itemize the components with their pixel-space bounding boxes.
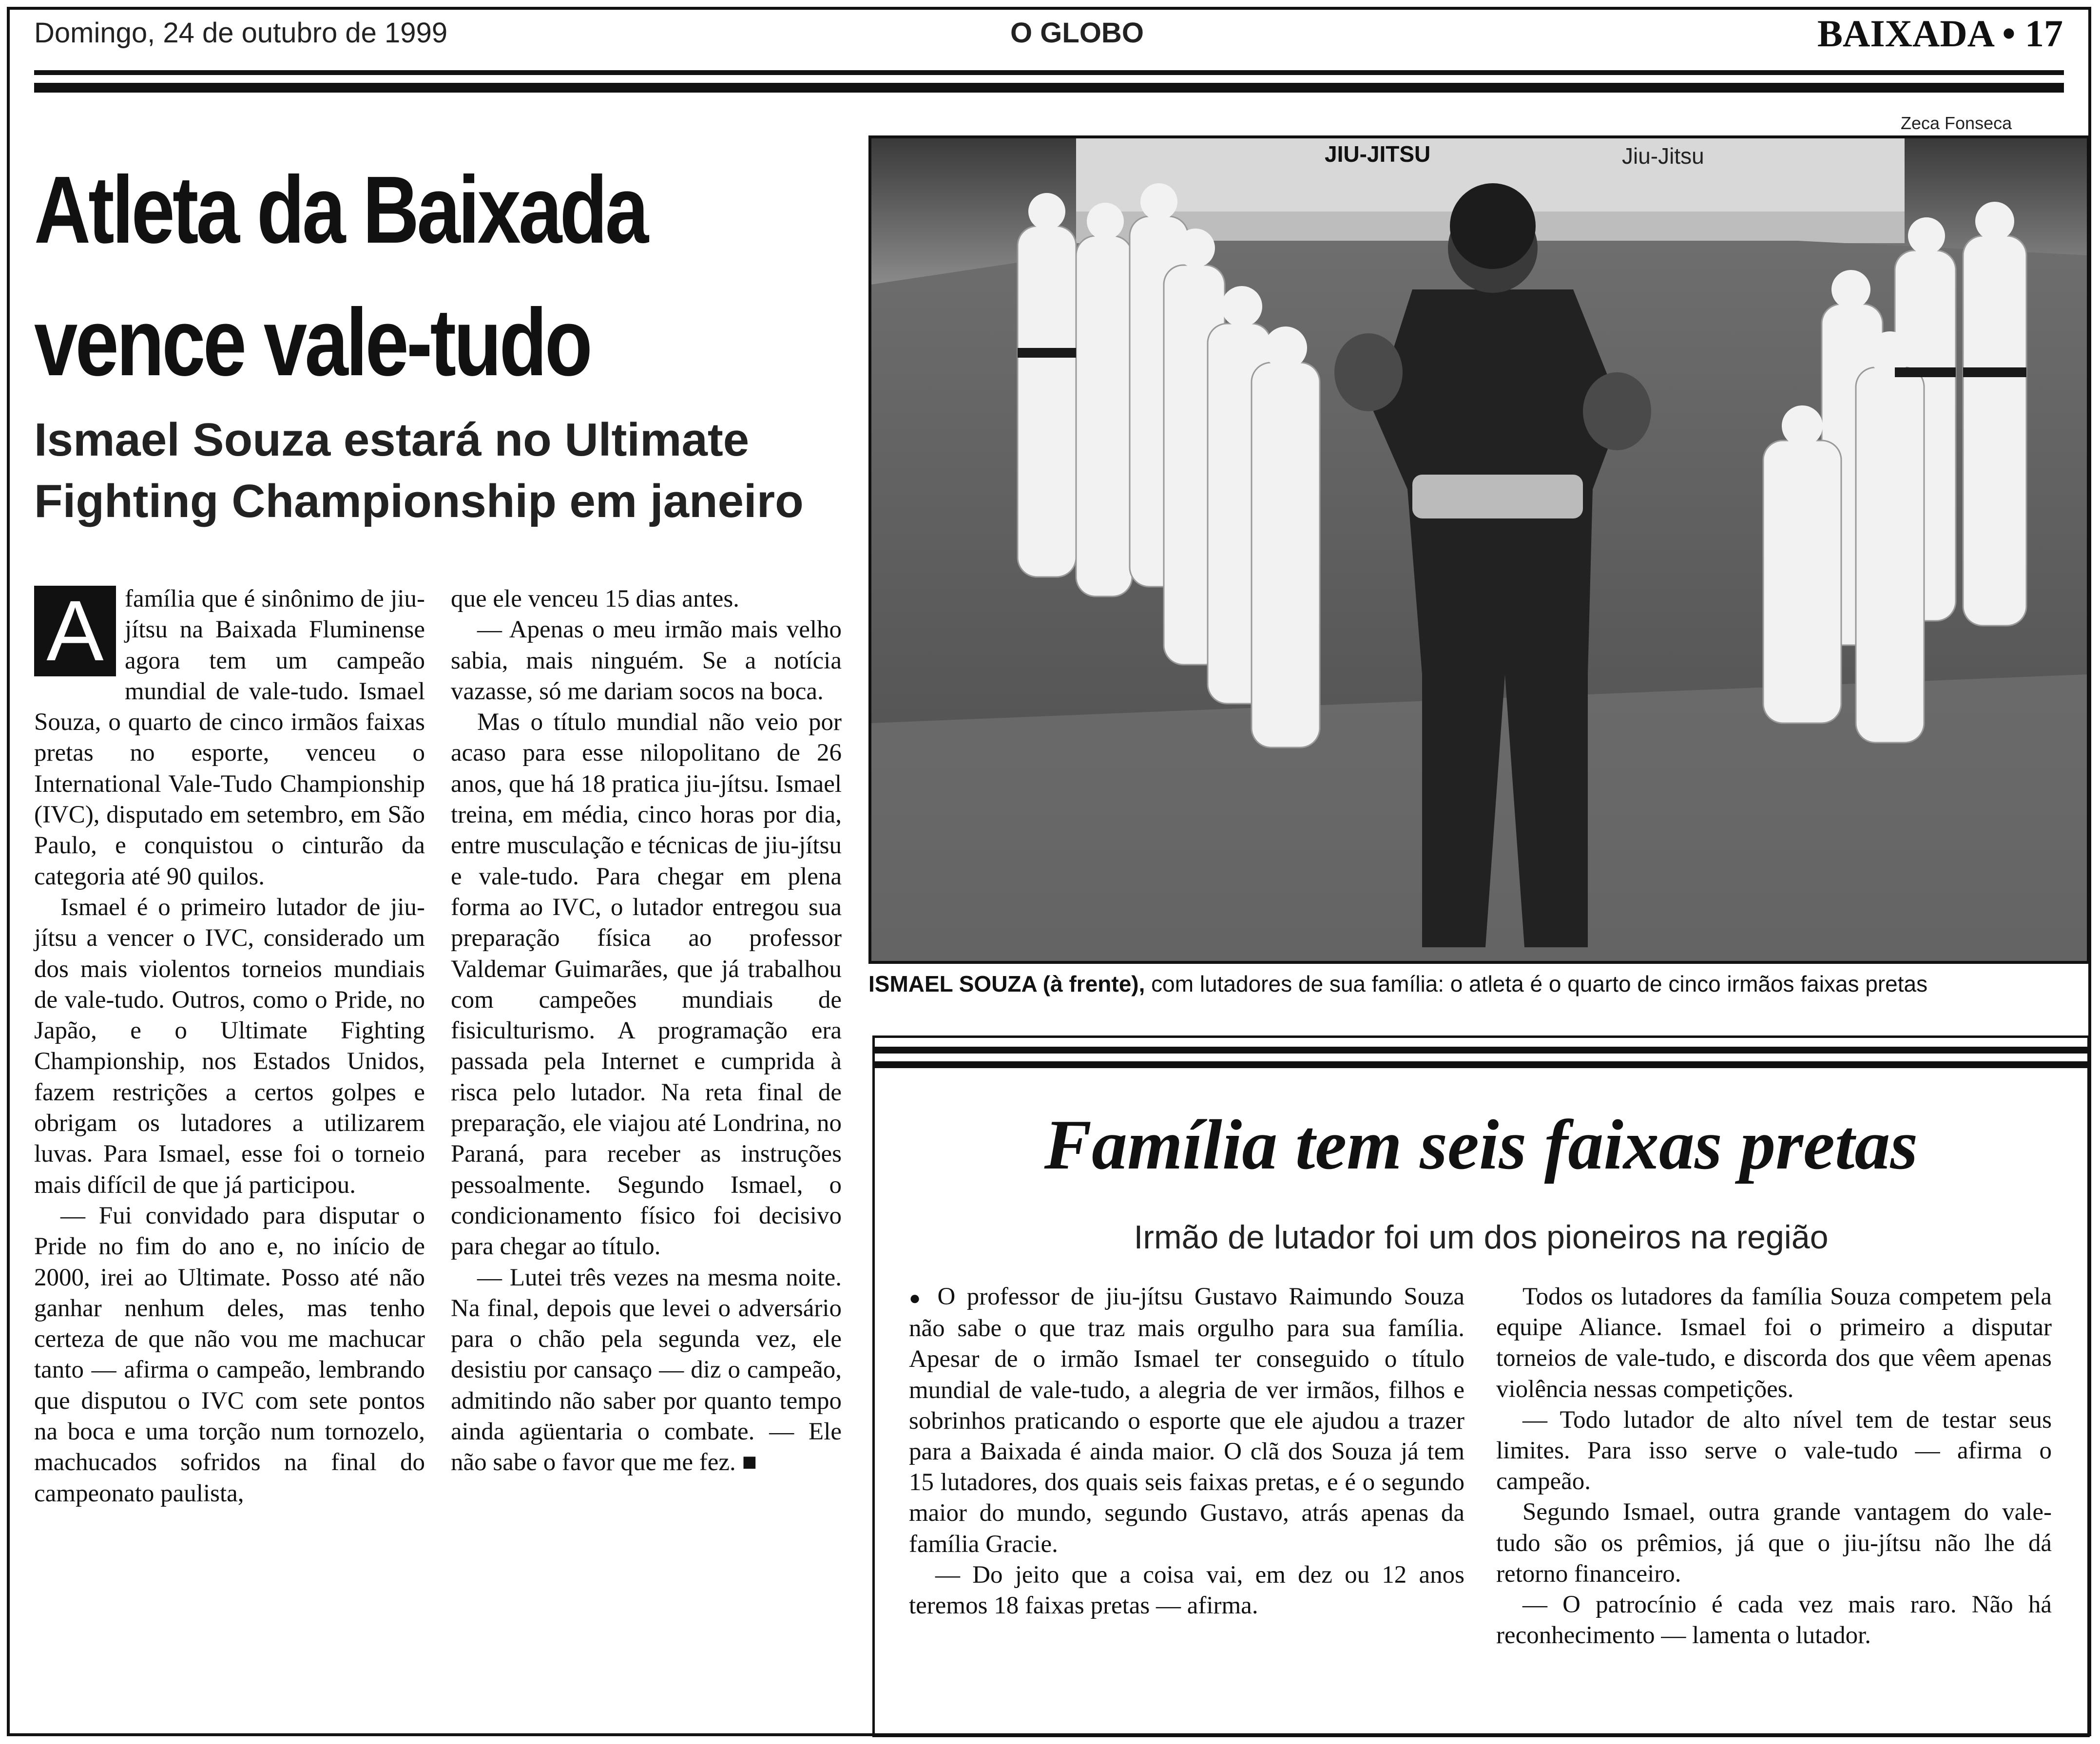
- sidebar-box: [872, 1035, 2090, 1737]
- article-photo: [868, 135, 2090, 964]
- article-column-2: [451, 584, 842, 1478]
- sidebar-subtitle: Irmão de lutador foi um dos pioneiros na região: [1134, 1219, 1829, 1256]
- article-paragraph: família que é sinônimo de jiu-jítsu na Baixada Fluminense agora tem um campeão mundial de vale-tudo. Ismael Souza, o quarto de cinco irmãos faixas pretas no esporte, venceu o International Vale-Tudo Championship (IVC), disputado em setembro, em São Paulo, e conquistou o cinturão da categoria até 90 quilos.: [34, 585, 425, 890]
- sidebar-paragraph-text: O professor de jiu-jítsu Gustavo Raimundo Souza não sabe o que traz mais orgulho para sua família. Apesar de o irmão Ismael ter conseguido o título mundial de vale-tudo, a alegria de ver irmãos, filhos e sobrinhos praticando o esporte que ele ajudou a trazer para a Baixada é ainda maior. O clã dos Souza já tem 15 lutadores, dos quais seis faixas pretas, e é o segundo maior do mundo, segundo Gustavo, atrás apenas da família Gracie.: [909, 1283, 1464, 1558]
- subhead-line-1: Ismael Souza estará no Ultimate: [34, 414, 750, 466]
- photo-credit: Zeca Fonseca: [1901, 113, 2012, 133]
- sidebar-paragraph: Todos os lutadores da família Souza competem pela equipe Aliance. Ismael foi o primeiro a disputar torneios de vale-tudo, e discorda dos que vêem apenas violência nessas competições.: [1496, 1283, 2052, 1403]
- sidebar-paragraph: Segundo Ismael, outra grande vantagem do vale-tudo são os prêmios, já que o jiu-jítsu não lhe dá retorno financeiro.: [1496, 1498, 2052, 1588]
- masthead-rule-thick: [34, 83, 2064, 93]
- photo-illustration: [871, 138, 2087, 961]
- wall-sign-left: JIU-JITSU: [1325, 141, 1431, 167]
- masthead-rule-thin: [34, 70, 2064, 75]
- bullet-icon: ●: [909, 1287, 926, 1309]
- wall-sign-right: Jiu-Jitsu: [1622, 143, 1704, 169]
- sidebar-column-2: [1496, 1282, 2052, 1651]
- article-paragraph: que ele venceu 15 dias antes.: [451, 585, 739, 613]
- sidebar-rule-top: [875, 1047, 2087, 1054]
- sidebar-paragraph: — O patrocínio é cada vez mais raro. Não há reconhecimento — lamenta o lutador.: [1496, 1591, 2052, 1649]
- article-paragraph: — Lutei três vezes na mesma noite. Na final, depois que levei o adversário para o chão pela segunda vez, ele desistiu por cansaço — diz o campeão, admitindo não saber por quanto tempo ainda agüentaria o combate. — Ele não sabe o favor que me fez. ■: [451, 1264, 842, 1476]
- headline-line-1: Atleta da Baixada: [34, 156, 647, 263]
- article-column-1: [34, 584, 425, 1509]
- sidebar-rule-second: [875, 1061, 2087, 1068]
- newspaper-page: [7, 7, 2091, 1736]
- newspaper-name: O GLOBO: [1010, 17, 1144, 49]
- drop-cap: A: [34, 586, 116, 676]
- sidebar-column-1: [909, 1282, 1464, 1621]
- article-paragraph: — Apenas o meu irmão mais velho sabia, mais ninguém. Se a notícia vazasse, só me dariam socos na boca.: [451, 616, 842, 705]
- photo-caption: [868, 971, 2090, 997]
- section-page-number: BAIXADA • 17: [1817, 12, 2063, 55]
- article-headline: [34, 144, 713, 409]
- sidebar-paragraph: — Do jeito que a coisa vai, em dez ou 12 anos teremos 18 faixas pretas — afirma.: [909, 1561, 1464, 1620]
- caption-lead: ISMAEL SOUZA (à frente),: [868, 971, 1145, 997]
- subhead-line-2: Fighting Championship em janeiro: [34, 475, 804, 527]
- article-paragraph: Ismael é o primeiro lutador de jiu-jítsu a vencer o IVC, considerado um dos mais violentos torneios mundiais de vale-tudo. Outros, como o Pride, no Japão, e o Ultimate Fighting Championship, nos Estados Unidos, fazem restrições a certos golpes e obrigam os lutadores a utilizarem luvas. Para Ismael, esse foi o torneio mais difícil de que já participou.: [34, 893, 425, 1199]
- caption-text: com lutadores de sua família: o atleta é o quarto de cinco irmãos faixas pretas: [1145, 971, 1928, 997]
- article-paragraph: — Fui convidado para disputar o Pride no fim do ano e, no início de 2000, irei ao Ultimate. Posso até não ganhar nenhum deles, mas tenho certeza de que não vou me machucar tanto — afirma o campeão, lembrando que disputou o IVC com sete pontos na boca e uma torção num tornozelo, machucados sofridos na final do campeonato paulista,: [34, 1202, 425, 1507]
- article-subheadline: [34, 409, 863, 532]
- headline-line-2: vence vale-tudo: [34, 289, 590, 396]
- sidebar-paragraph: — Todo lutador de alto nível tem de testar seus limites. Para isso serve o vale-tudo — afirma o campeão.: [1496, 1406, 2052, 1495]
- article-paragraph: Mas o título mundial não veio por acaso para esse nilopolitano de 26 anos, que há 18 pratica jiu-jítsu. Ismael treina, em média, cinco horas por dia, entre musculação e técnicas de jiu-jítsu e vale-tudo. Para chegar em plena forma ao IVC, o lutador entregou sua preparação física ao professor Valdemar Guimarães, que já trabalhou com campeões mundiais de fisiculturismo. A programação era passada pela Internet e cumprida à risca pelo lutador. Na reta final de preparação, ele viajou até Londrina, no Paraná, para receber as instruções pessoalmente. Segundo Ismael, o condicionamento físico foi decisivo para chegar ao título.: [451, 709, 842, 1261]
- issue-date: Domingo, 24 de outubro de 1999: [34, 17, 448, 49]
- sidebar-paragraph: [909, 1282, 1464, 1560]
- sidebar-title: Família tem seis faixas pretas: [1044, 1105, 1918, 1184]
